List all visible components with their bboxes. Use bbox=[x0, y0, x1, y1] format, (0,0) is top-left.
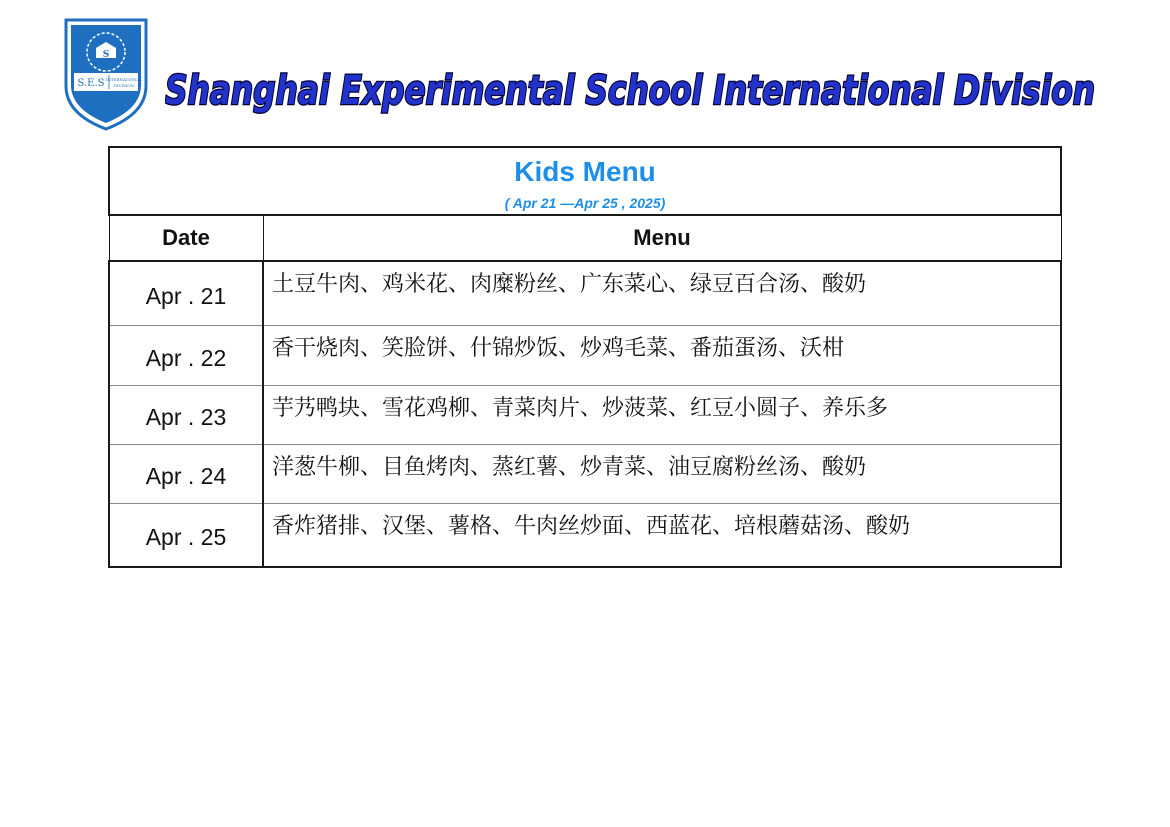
menu-table bbox=[108, 146, 1062, 568]
menu-title-cell bbox=[109, 147, 1061, 215]
column-header-date: Date bbox=[109, 215, 263, 261]
school-name bbox=[165, 60, 1105, 120]
school-name-text: Shanghai Experimental School International Division bbox=[165, 68, 1095, 114]
svg-text:INTERNATIONAL: INTERNATIONAL bbox=[105, 77, 143, 82]
dish-cell: 香干烧肉、笑脸饼、什锦炒饭、炒鸡毛菜、番茄蛋汤、沃柑 bbox=[263, 325, 1061, 385]
dish-cell: 土豆牛肉、鸡米花、肉糜粉丝、广东菜心、绿豆百合汤、酸奶 bbox=[263, 261, 1061, 325]
table-row bbox=[109, 261, 1061, 325]
date-cell: Apr . 24 bbox=[109, 444, 263, 503]
column-header-menu: Menu bbox=[263, 215, 1061, 261]
date-range: ( Apr 21 —Apr 25 , 2025) bbox=[504, 195, 666, 211]
school-logo bbox=[62, 16, 150, 132]
svg-text:S: S bbox=[102, 50, 110, 60]
date-cell: Apr . 21 bbox=[109, 261, 263, 325]
table-row bbox=[109, 385, 1061, 444]
svg-text:DIVISION: DIVISION bbox=[113, 83, 135, 88]
date-cell: Apr . 22 bbox=[109, 325, 263, 385]
dish-cell: 香炸猪排、汉堡、薯格、牛肉丝炒面、西蓝花、培根蘑菇汤、酸奶 bbox=[263, 503, 1061, 567]
dish-cell: 芋艿鸭块、雪花鸡柳、青菜肉片、炒菠菜、红豆小圆子、养乐多 bbox=[263, 385, 1061, 444]
date-cell: Apr . 25 bbox=[109, 503, 263, 567]
dish-cell: 洋葱牛柳、目鱼烤肉、蒸红薯、炒青菜、油豆腐粉丝汤、酸奶 bbox=[263, 444, 1061, 503]
menu-title: Kids Menu bbox=[514, 156, 656, 187]
table-row bbox=[109, 444, 1061, 503]
logo-text: S.E.S bbox=[77, 78, 105, 89]
table-row bbox=[109, 503, 1061, 567]
table-row bbox=[109, 325, 1061, 385]
date-cell: Apr . 23 bbox=[109, 385, 263, 444]
